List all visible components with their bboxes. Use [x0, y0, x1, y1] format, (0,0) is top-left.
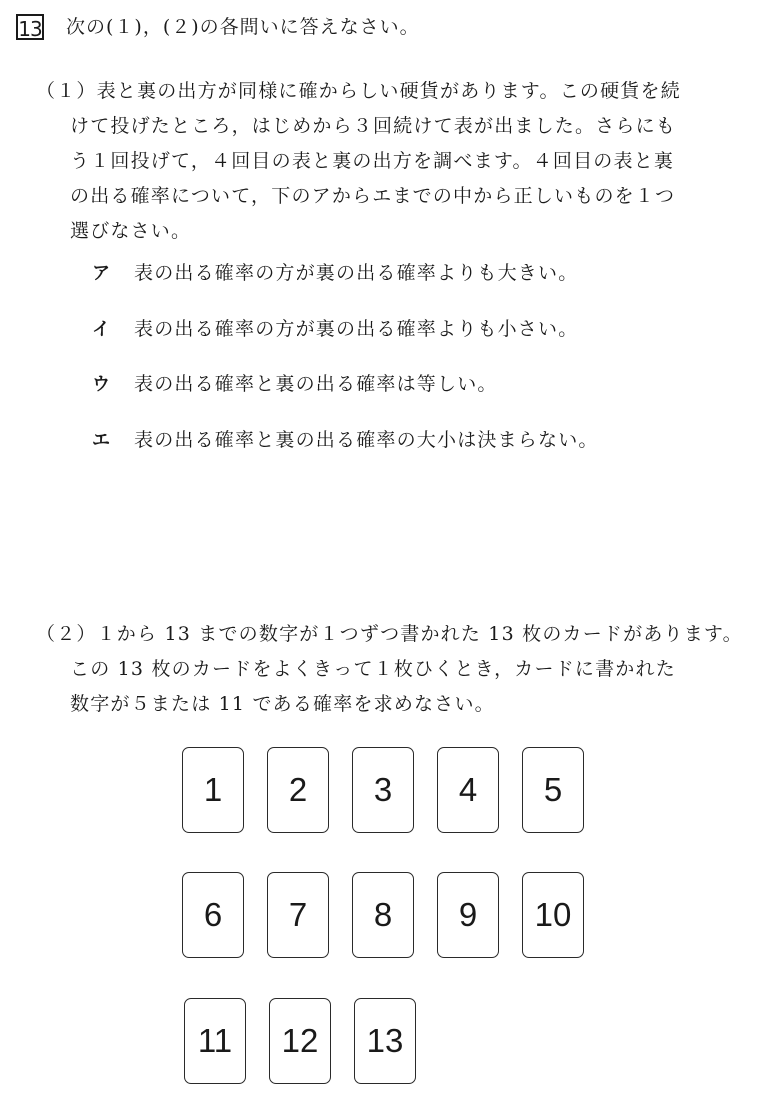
card: 5	[522, 747, 584, 833]
card: 3	[352, 747, 414, 833]
option-letter: ア	[92, 263, 112, 284]
answer-options	[92, 258, 732, 480]
problem-instruction: 次の(１)，(２)の各問いに答えなさい。	[66, 16, 420, 38]
question-2-line: 数字が５または 11 である確率を求めなさい。	[70, 693, 495, 715]
card: 6	[182, 872, 244, 958]
question-1-line	[36, 74, 736, 109]
option-letter: イ	[92, 318, 112, 340]
card: 7	[267, 872, 329, 958]
card: 9	[437, 872, 499, 958]
question-1-text: 表と裏の出方が同様に確からしい硬貨があります。この硬貨を続	[96, 80, 681, 102]
card: 10	[522, 872, 584, 958]
option-text: 表の出る確率と裏の出る確率の大小は決まらない。	[134, 428, 599, 451]
option-i[interactable]	[92, 314, 732, 370]
option-text: 表の出る確率と裏の出る確率は等しい。	[134, 373, 498, 395]
question-2-label: （２）	[36, 623, 97, 645]
option-a[interactable]	[92, 258, 732, 314]
card: 4	[437, 747, 499, 833]
question-2	[36, 617, 752, 722]
option-e[interactable]	[92, 425, 732, 481]
card: 2	[267, 747, 329, 833]
question-2-text: １から 13 までの数字が１つずつ書かれた 13 枚のカードがあります。	[96, 623, 743, 645]
question-2-line: この 13 枚のカードをよくきって１枚ひくとき，カードに書かれた	[70, 658, 676, 680]
card: 11	[184, 998, 246, 1084]
question-2-line	[36, 617, 752, 652]
card: 12	[269, 998, 331, 1084]
question-1-line: 選びなさい。	[70, 220, 192, 242]
question-1-line: う１回投げて，４回目の表と裏の出方を調べます。４回目の表と裏	[70, 150, 675, 172]
option-letter: ウ	[92, 374, 112, 395]
card: 1	[182, 747, 244, 833]
question-1	[36, 74, 736, 249]
option-text: 表の出る確率の方が裏の出る確率よりも小さい。	[134, 317, 579, 340]
option-letter: エ	[92, 429, 112, 451]
option-u[interactable]	[92, 369, 732, 425]
card: 13	[354, 998, 416, 1084]
problem-number: 13	[16, 14, 44, 40]
question-1-line: の出る確率について，下のアからエまでの中から正しいものを１つ	[70, 185, 676, 207]
option-text: 表の出る確率の方が裏の出る確率よりも大きい。	[134, 262, 579, 284]
question-1-label: （１）	[36, 80, 97, 102]
card-grid	[182, 747, 602, 1087]
question-1-line: けて投げたところ，はじめから３回続けて表が出ました。さらにも	[70, 115, 677, 137]
card: 8	[352, 872, 414, 958]
